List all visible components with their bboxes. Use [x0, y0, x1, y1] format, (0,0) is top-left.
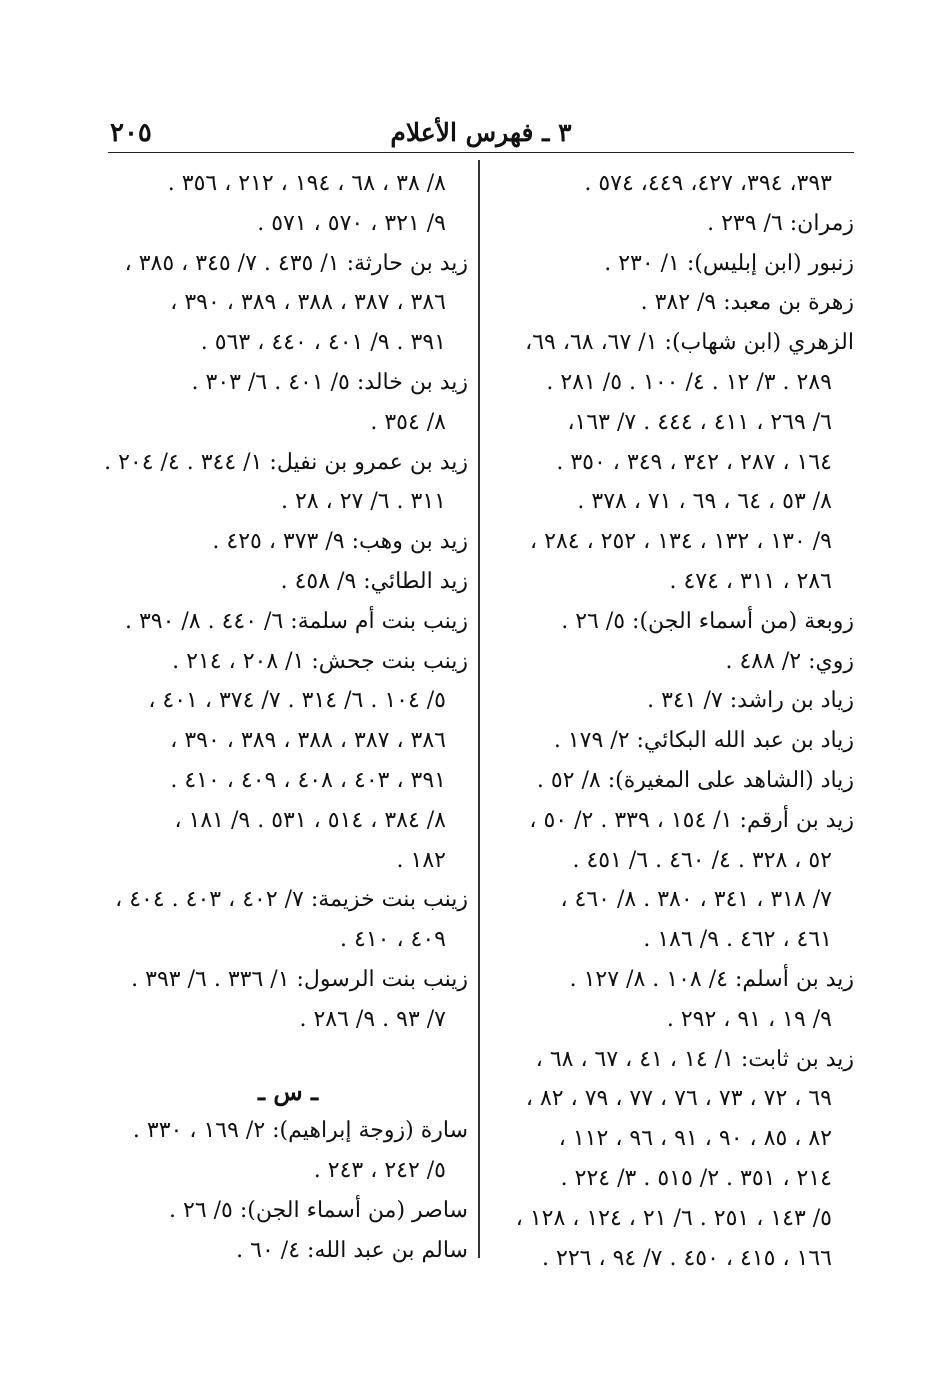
index-entry: زيد بن أرقم: ١/ ١٥٤ ، ٣٣٩ . ٢/ ٥٠ ، [529, 807, 854, 833]
index-entry-continuation: ٣٩١ ، ٤٠٣ ، ٤٠٨ ، ٤٠٩ ، ٤١٠ . [170, 767, 446, 793]
index-entry-continuation: ٢٨٦ ، ٣١١ ، ٤٧٤ . [669, 568, 832, 594]
index-entry-continuation: ٤٦١ ، ٤٦٢ . ٩/ ١٨٦ . [643, 927, 832, 953]
index-entry-continuation: ٦/ ٢٦٩ ، ٤١١ ، ٤٤٤ . ٧/ ١٦٣، [567, 409, 832, 435]
index-entry-continuation: ١٦٦ ، ٤١٥ ، ٤٥٠ . ٧/ ٩٤ ، ٢٢٦ . [542, 1245, 832, 1271]
index-entry-continuation: ٤٠٩ ، ٤١٠ . [340, 927, 446, 953]
index-entry: الزهري (ابن شهاب): ١/ ٦٧، ٦٨، ٦٩، [525, 330, 854, 356]
index-entry-continuation: ٩/ ٣٢١ ، ٥٧٠ ، ٥٧١ . [257, 210, 446, 236]
index-entry: سارة (زوجة إبراهيم): ٢/ ١٦٩ ، ٣٣٠ . [132, 1118, 468, 1144]
index-entry-continuation: ٧/ ٣١٨ ، ٣٤١ ، ٣٨٠ . ٨/ ٤٦٠ ، [560, 887, 832, 913]
index-entry: زهرة بن معبد: ٩/ ٣٨٢ . [640, 290, 854, 316]
index-entry: زيد الطائي: ٩/ ٤٥٨ . [280, 568, 468, 594]
index-entry-continuation: ٢٨٩ . ٣/ ١٢ . ٤/ ١٠٠ . ٥/ ٢٨١ . [546, 369, 832, 395]
page-header [108, 108, 854, 153]
index-entry-continuation: ٧/ ٩٣ . ٩/ ٢٨٦ . [299, 1006, 446, 1032]
index-column-left [104, 164, 468, 1271]
index-entry: ساصر (من أسماء الجن): ٥/ ٢٦ . [169, 1197, 468, 1223]
index-entry: زينب بنت الرسول: ١/ ٣٣٦ . ٦/ ٣٩٣ . [131, 966, 468, 992]
index-entry: زمران: ٦/ ٢٣٩ . [707, 210, 854, 236]
index-entry-continuation: ٦٩ ، ٧٢ ، ٧٣ ، ٧٦ ، ٧٧ ، ٧٩ ، ٨٢ ، [525, 1086, 832, 1112]
index-entry-continuation: ٨/ ٥٣ ، ٦٤ ، ٦٩ ، ٧١ ، ٣٧٨ . [577, 489, 832, 515]
section-gap [108, 1040, 468, 1072]
index-entry-continuation: ٣٨٦ ، ٣٨٧ ، ٣٨٨ ، ٣٨٩ ، ٣٩٠ ، [170, 290, 446, 316]
index-entry-continuation: ٥٢ ، ٣٢٨ . ٤/ ٤٦٠ . ٦/ ٤٥١ . [572, 847, 832, 873]
index-entry: زيد بن أسلم: ٤/ ١٠٨ . ٨/ ١٢٧ . [569, 966, 854, 992]
index-entry: زيد بن خالد: ٥/ ٤٠١ . ٦/ ٣٠٣ . [191, 369, 468, 395]
index-entry-continuation: ٣٩١ . ٩/ ٤٠١ ، ٤٤٠ ، ٥٦٣ . [200, 330, 446, 356]
index-entry-continuation: ٩/ ١٩ ، ٩١ ، ٢٩٢ . [666, 1006, 832, 1032]
index-entry: زياد بن عبد الله البكائي: ٢/ ١٧٩ . [553, 728, 854, 754]
index-entry-continuation: ٨/ ٣٨٤ ، ٥١٤ ، ٥٣١ . ٩/ ١٨١ ، [174, 807, 446, 833]
index-entry-continuation: ٨٢ ، ٨٥ ، ٩٠ ، ٩١ ، ٩٦ ، ١١٢ ، [558, 1126, 832, 1152]
index-entry: زيد بن وهب: ٩/ ٣٧٣ ، ٤٢٥ . [212, 529, 468, 555]
index-entry: زياد بن راشد: ٧/ ٣٤١ . [647, 688, 854, 714]
index-entry-continuation: ٨/ ٣٥٤ . [370, 409, 446, 435]
index-entry-continuation: ١٦٤ ، ٢٨٧ ، ٣٤٢ ، ٣٤٩ ، ٣٥٠ . [556, 449, 832, 475]
index-entry: زيد بن ثابت: ١/ ١٤ ، ٤١ ، ٦٧ ، ٦٨ ، [535, 1046, 854, 1072]
index-entry-continuation: ٣٨٦ ، ٣٨٧ ، ٣٨٨ ، ٣٨٩ ، ٣٩٠ ، [170, 728, 446, 754]
index-entry: زيد بن حارثة: ١/ ٤٣٥ . ٧/ ٣٤٥ ، ٣٨٥ ، [124, 250, 468, 276]
left-entries [104, 164, 468, 1040]
index-entry: زوي: ٢/ ٤٨٨ . [725, 648, 854, 674]
column-divider [478, 160, 480, 1258]
index-entry-continuation: ٢١٤ ، ٣٥١ . ٢/ ٥١٥ . ٣/ ٢٢٤ . [560, 1165, 832, 1191]
index-entry: زيد بن عمرو بن نفيل: ١/ ٣٤٤ . ٤/ ٢٠٤ . [104, 449, 468, 475]
index-column-right [494, 164, 854, 1278]
index-entry: زياد (الشاهد على المغيرة): ٨/ ٥٢ . [536, 767, 854, 793]
index-entry: سالم بن عبد الله: ٤/ ٦٠ . [236, 1237, 468, 1263]
section-heading: ـ س ـ [257, 1076, 319, 1106]
index-entry-continuation: ١٨٢ . [396, 847, 446, 873]
index-entry-continuation: ٣٩٣، ٣٩٤، ٤٢٧، ٤٤٩، ٥٧٤ . [584, 171, 832, 196]
index-entry-continuation: ٥/ ٢٤٢ ، ٢٤٣ . [313, 1158, 446, 1184]
index-entry-continuation: ٩/ ١٣٠ ، ١٣٢ ، ١٣٤ ، ٢٥٢ ، ٢٨٤ ، [530, 529, 832, 555]
index-entry: زوبعة (من أسماء الجن): ٥/ ٢٦ . [561, 608, 854, 634]
index-entry: زينب بنت جحش: ١/ ٢٠٨ ، ٢١٤ . [172, 648, 468, 674]
index-entry: زينب بنت خزيمة: ٧/ ٤٠٢ ، ٤٠٣ . ٤٠٤ ، [115, 887, 468, 913]
left-entries-after-section [108, 1111, 468, 1270]
index-entry: زينب بنت أم سلمة: ٦/ ٤٤٠ . ٨/ ٣٩٠ . [124, 608, 468, 634]
running-title: ٣ ـ فهرس الأعلام [390, 118, 572, 147]
index-entry-continuation: ٨/ ٣٨ ، ٦٨ ، ١٩٤ ، ٢١٢ ، ٣٥٦ . [167, 171, 446, 196]
index-entry: زنبور (ابن إبليس): ١/ ٢٣٠ . [604, 250, 854, 276]
index-entry-continuation: ٥/ ١٠٤ . ٦/ ٣١٤ . ٧/ ٣٧٤ ، ٤٠١ ، [148, 688, 446, 714]
index-entry-continuation: ٣١١ . ٦/ ٢٧ ، ٢٨ . [280, 489, 446, 515]
index-entry-continuation: ٥/ ١٤٣ ، ٢٥١ . ٦/ ٢١ ، ١٢٤ ، ١٢٨ ، [515, 1205, 832, 1231]
page-number: ٢٠٥ [110, 118, 152, 148]
